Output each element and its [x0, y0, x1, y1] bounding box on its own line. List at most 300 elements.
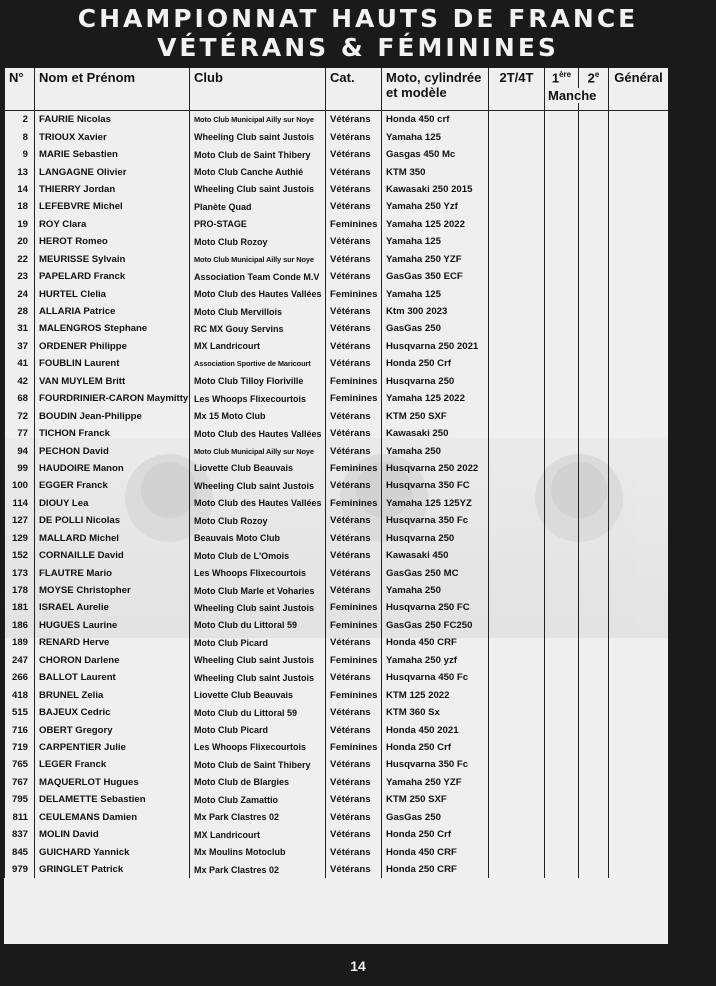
- cell-name: ROY Clara: [35, 216, 190, 233]
- results-sheet: [4, 68, 668, 944]
- cell-second-race: [579, 739, 609, 756]
- cell-name: CHORON Darlene: [35, 652, 190, 669]
- cell-stroke: [489, 582, 545, 599]
- cell-first-race: [545, 756, 579, 773]
- cell-num: 22: [5, 251, 35, 268]
- cell-first-race: [545, 495, 579, 512]
- table-row: [5, 774, 669, 791]
- cell-moto: Honda 250 Crf: [382, 355, 489, 372]
- cell-num: 127: [5, 512, 35, 529]
- cell-cat: Vétérans: [326, 407, 382, 424]
- cell-name: HEROT Romeo: [35, 233, 190, 250]
- manche-label: Manche: [548, 88, 597, 103]
- cell-moto: Honda 450 crf: [382, 111, 489, 129]
- cell-second-race: [579, 861, 609, 878]
- table-row: [5, 756, 669, 773]
- cell-general: [609, 425, 669, 442]
- cell-stroke: [489, 320, 545, 337]
- cell-stroke: [489, 251, 545, 268]
- cell-club: Moto Club Tilloy Floriville: [190, 373, 326, 390]
- cell-general: [609, 320, 669, 337]
- cell-num: 20: [5, 233, 35, 250]
- cell-num: 716: [5, 721, 35, 738]
- page-number: 14: [350, 958, 366, 974]
- cell-club: Planète Quad: [190, 198, 326, 215]
- cell-first-race: [545, 407, 579, 424]
- table-row: [5, 652, 669, 669]
- cell-moto: Kawasaki 250: [382, 425, 489, 442]
- cell-moto: Honda 450 CRF: [382, 843, 489, 860]
- cell-num: 42: [5, 373, 35, 390]
- cell-cat: Vétérans: [326, 512, 382, 529]
- table-row: [5, 547, 669, 564]
- cell-first-race: [545, 652, 579, 669]
- cell-num: 68: [5, 390, 35, 407]
- cell-second-race: [579, 285, 609, 302]
- cell-num: 23: [5, 268, 35, 285]
- cell-moto: Honda 250 Crf: [382, 739, 489, 756]
- cell-num: 795: [5, 791, 35, 808]
- cell-cat: Vétérans: [326, 809, 382, 826]
- cell-first-race: [545, 442, 579, 459]
- cell-moto: Kawasaki 450: [382, 547, 489, 564]
- cell-second-race: [579, 652, 609, 669]
- cell-first-race: [545, 460, 579, 477]
- cell-general: [609, 861, 669, 878]
- table-row: [5, 809, 669, 826]
- cell-stroke: [489, 181, 545, 198]
- cell-moto: Honda 250 Crf: [382, 826, 489, 843]
- cell-moto: Yamaha 125 2022: [382, 390, 489, 407]
- cell-second-race: [579, 704, 609, 721]
- cell-name: FOURDRINIER-CARON Maymitty: [35, 390, 190, 407]
- cell-moto: Yamaha 250 YZF: [382, 251, 489, 268]
- cell-cat: Vétérans: [326, 774, 382, 791]
- cell-club: Wheeling Club saint Justois: [190, 652, 326, 669]
- cell-general: [609, 809, 669, 826]
- table-row: [5, 669, 669, 686]
- cell-general: [609, 564, 669, 581]
- cell-cat: Vétérans: [326, 756, 382, 773]
- cell-moto: Yamaha 250 Yzf: [382, 198, 489, 215]
- title-line-2: VÉTÉRANS & FÉMININES: [157, 33, 559, 62]
- cell-stroke: [489, 442, 545, 459]
- cell-num: 186: [5, 617, 35, 634]
- cell-second-race: [579, 128, 609, 145]
- cell-general: [609, 163, 669, 180]
- cell-club: Beauvais Moto Club: [190, 530, 326, 547]
- cell-second-race: [579, 338, 609, 355]
- table-row: [5, 634, 669, 651]
- cell-first-race: [545, 251, 579, 268]
- cell-num: 41: [5, 355, 35, 372]
- cell-moto: Yamaha 125: [382, 128, 489, 145]
- cell-first-race: [545, 216, 579, 233]
- cell-second-race: [579, 826, 609, 843]
- cell-first-race: [545, 181, 579, 198]
- cell-num: 28: [5, 303, 35, 320]
- cell-club: Moto Club du Littoral 59: [190, 617, 326, 634]
- cell-general: [609, 407, 669, 424]
- cell-general: [609, 216, 669, 233]
- cell-cat: Vétérans: [326, 634, 382, 651]
- cell-moto: GasGas 250: [382, 809, 489, 826]
- cell-stroke: [489, 634, 545, 651]
- cell-num: 979: [5, 861, 35, 878]
- cell-name: GRINGLET Patrick: [35, 861, 190, 878]
- cell-name: MOYSE Christopher: [35, 582, 190, 599]
- cell-moto: GasGas 250 MC: [382, 564, 489, 581]
- cell-club: Moto Club Mervillois: [190, 303, 326, 320]
- cell-num: 152: [5, 547, 35, 564]
- cell-moto: KTM 350: [382, 163, 489, 180]
- table-row: [5, 233, 669, 250]
- cell-num: 99: [5, 460, 35, 477]
- cell-club: Moto Club Picard: [190, 634, 326, 651]
- cell-cat: Vétérans: [326, 861, 382, 878]
- cell-general: [609, 721, 669, 738]
- cell-moto: Husqvarna 350 Fc: [382, 756, 489, 773]
- cell-stroke: [489, 652, 545, 669]
- cell-stroke: [489, 774, 545, 791]
- cell-club: Mx Park Clastres 02: [190, 861, 326, 878]
- first-race-number: 1: [551, 70, 560, 86]
- cell-general: [609, 843, 669, 860]
- cell-second-race: [579, 355, 609, 372]
- table-row: [5, 512, 669, 529]
- cell-moto: Yamaha 125 2022: [382, 216, 489, 233]
- cell-moto: Yamaha 125: [382, 233, 489, 250]
- cell-general: [609, 774, 669, 791]
- cell-second-race: [579, 181, 609, 198]
- cell-moto: KTM 250 SXF: [382, 407, 489, 424]
- cell-stroke: [489, 425, 545, 442]
- cell-general: [609, 181, 669, 198]
- cell-cat: Feminines: [326, 617, 382, 634]
- cell-general: [609, 233, 669, 250]
- cell-num: 77: [5, 425, 35, 442]
- cell-club: Les Whoops Flixecourtois: [190, 564, 326, 581]
- cell-second-race: [579, 721, 609, 738]
- cell-club: Moto Club Picard: [190, 721, 326, 738]
- cell-club: Moto Club Zamattio: [190, 791, 326, 808]
- cell-num: 837: [5, 826, 35, 843]
- cell-moto: GasGas 250: [382, 320, 489, 337]
- cell-general: [609, 373, 669, 390]
- cell-num: 266: [5, 669, 35, 686]
- cell-general: [609, 111, 669, 129]
- cell-cat: Vétérans: [326, 146, 382, 163]
- cell-first-race: [545, 303, 579, 320]
- cell-club: Les Whoops Flixecourtois: [190, 390, 326, 407]
- cell-second-race: [579, 251, 609, 268]
- cell-name: MALENGROS Stephane: [35, 320, 190, 337]
- cell-stroke: [489, 390, 545, 407]
- second-race-sup: e: [594, 70, 600, 79]
- cell-first-race: [545, 425, 579, 442]
- cell-club: Association Sportive de Maricourt: [190, 355, 326, 372]
- cell-num: 31: [5, 320, 35, 337]
- cell-moto: Honda 450 CRF: [382, 634, 489, 651]
- cell-stroke: [489, 791, 545, 808]
- cell-club: Moto Club de Saint Thibery: [190, 756, 326, 773]
- cell-name: ISRAEL Aurelie: [35, 599, 190, 616]
- cell-second-race: [579, 564, 609, 581]
- cell-general: [609, 634, 669, 651]
- cell-moto: Gasgas 450 Mc: [382, 146, 489, 163]
- cell-stroke: [489, 303, 545, 320]
- cell-second-race: [579, 163, 609, 180]
- cell-stroke: [489, 861, 545, 878]
- cell-cat: Vétérans: [326, 669, 382, 686]
- cell-club: Moto Club Rozoy: [190, 233, 326, 250]
- cell-cat: Feminines: [326, 460, 382, 477]
- cell-second-race: [579, 495, 609, 512]
- cell-moto: Ktm 300 2023: [382, 303, 489, 320]
- cell-num: 845: [5, 843, 35, 860]
- cell-general: [609, 495, 669, 512]
- cell-moto: KTM 125 2022: [382, 686, 489, 703]
- cell-num: 418: [5, 686, 35, 703]
- cell-name: DE POLLI Nicolas: [35, 512, 190, 529]
- cell-second-race: [579, 809, 609, 826]
- cell-moto: GasGas 250 FC250: [382, 617, 489, 634]
- cell-moto: KTM 360 Sx: [382, 704, 489, 721]
- cell-cat: Feminines: [326, 495, 382, 512]
- cell-club: Wheeling Club saint Justois: [190, 128, 326, 145]
- cell-general: [609, 599, 669, 616]
- cell-second-race: [579, 477, 609, 494]
- cell-cat: Vétérans: [326, 442, 382, 459]
- cell-general: [609, 617, 669, 634]
- table-row: [5, 826, 669, 843]
- cell-name: BRUNEL Zelia: [35, 686, 190, 703]
- cell-second-race: [579, 774, 609, 791]
- col-header-cat: Cat.: [326, 68, 382, 111]
- cell-num: 719: [5, 739, 35, 756]
- cell-first-race: [545, 739, 579, 756]
- cell-second-race: [579, 407, 609, 424]
- cell-stroke: [489, 564, 545, 581]
- cell-second-race: [579, 843, 609, 860]
- cell-stroke: [489, 216, 545, 233]
- cell-num: 767: [5, 774, 35, 791]
- cell-moto: Yamaha 250 yzf: [382, 652, 489, 669]
- cell-moto: Husqvarna 350 Fc: [382, 512, 489, 529]
- cell-club: Mx Moulins Motoclub: [190, 843, 326, 860]
- cell-name: HURTEL Clelia: [35, 285, 190, 302]
- cell-moto: Husqvarna 250: [382, 373, 489, 390]
- cell-club: Moto Club de Saint Thibery: [190, 146, 326, 163]
- cell-first-race: [545, 704, 579, 721]
- cell-stroke: [489, 704, 545, 721]
- cell-first-race: [545, 373, 579, 390]
- cell-stroke: [489, 285, 545, 302]
- table-row: [5, 564, 669, 581]
- table-row: [5, 704, 669, 721]
- table-row: [5, 582, 669, 599]
- cell-general: [609, 355, 669, 372]
- cell-second-race: [579, 198, 609, 215]
- cell-num: 114: [5, 495, 35, 512]
- table-row: [5, 320, 669, 337]
- cell-name: FLAUTRE Mario: [35, 564, 190, 581]
- cell-general: [609, 652, 669, 669]
- cell-cat: Feminines: [326, 285, 382, 302]
- cell-name: RENARD Herve: [35, 634, 190, 651]
- cell-first-race: [545, 390, 579, 407]
- cell-first-race: [545, 809, 579, 826]
- cell-cat: Vétérans: [326, 251, 382, 268]
- cell-cat: Vétérans: [326, 843, 382, 860]
- cell-cat: Vétérans: [326, 355, 382, 372]
- cell-num: 94: [5, 442, 35, 459]
- cell-name: DELAMETTE Sebastien: [35, 791, 190, 808]
- table-row: [5, 739, 669, 756]
- cell-club: Moto Club du Littoral 59: [190, 704, 326, 721]
- cell-name: CARPENTIER Julie: [35, 739, 190, 756]
- cell-club: Mx 15 Moto Club: [190, 407, 326, 424]
- cell-cat: Vétérans: [326, 338, 382, 355]
- cell-cat: Vétérans: [326, 268, 382, 285]
- cell-general: [609, 128, 669, 145]
- cell-name: PAPELARD Franck: [35, 268, 190, 285]
- cell-moto: Yamaha 125 125YZ: [382, 495, 489, 512]
- cell-moto: Honda 450 2021: [382, 721, 489, 738]
- cell-name: TICHON Franck: [35, 425, 190, 442]
- table-row: [5, 721, 669, 738]
- cell-first-race: [545, 634, 579, 651]
- cell-stroke: [489, 547, 545, 564]
- cell-second-race: [579, 582, 609, 599]
- cell-first-race: [545, 547, 579, 564]
- table-row: [5, 407, 669, 424]
- cell-stroke: [489, 599, 545, 616]
- cell-cat: Vétérans: [326, 547, 382, 564]
- table-row: [5, 460, 669, 477]
- cell-club: MX Landricourt: [190, 826, 326, 843]
- cell-moto: Yamaha 125: [382, 285, 489, 302]
- cell-stroke: [489, 843, 545, 860]
- cell-general: [609, 303, 669, 320]
- cell-name: PECHON David: [35, 442, 190, 459]
- cell-first-race: [545, 320, 579, 337]
- cell-stroke: [489, 721, 545, 738]
- cell-club: Wheeling Club saint Justois: [190, 669, 326, 686]
- cell-moto: KTM 250 SXF: [382, 791, 489, 808]
- cell-cat: Vétérans: [326, 704, 382, 721]
- cell-stroke: [489, 111, 545, 129]
- cell-cat: Feminines: [326, 390, 382, 407]
- cell-name: GUICHARD Yannick: [35, 843, 190, 860]
- table-row: [5, 338, 669, 355]
- cell-name: MEURISSE Sylvain: [35, 251, 190, 268]
- cell-cat: Vétérans: [326, 111, 382, 129]
- cell-name: BOUDIN Jean-Philippe: [35, 407, 190, 424]
- cell-name: CEULEMANS Damien: [35, 809, 190, 826]
- cell-second-race: [579, 390, 609, 407]
- cell-name: HUGUES Laurine: [35, 617, 190, 634]
- cell-num: 24: [5, 285, 35, 302]
- cell-club: PRO-STAGE: [190, 216, 326, 233]
- cell-first-race: [545, 791, 579, 808]
- cell-num: 189: [5, 634, 35, 651]
- cell-stroke: [489, 146, 545, 163]
- title-line-1: CHAMPIONNAT HAUTS DE FRANCE: [77, 4, 639, 33]
- cell-club: Moto Club de L'Omois: [190, 547, 326, 564]
- cell-first-race: [545, 128, 579, 145]
- table-row: [5, 530, 669, 547]
- cell-first-race: [545, 111, 579, 129]
- cell-num: 178: [5, 582, 35, 599]
- cell-num: 181: [5, 599, 35, 616]
- table-row: [5, 268, 669, 285]
- col-header-moto-line2: et modèle: [386, 85, 447, 100]
- table-row: [5, 146, 669, 163]
- table-row: [5, 285, 669, 302]
- cell-first-race: [545, 512, 579, 529]
- cell-moto: Yamaha 250: [382, 582, 489, 599]
- cell-club: Mx Park Clastres 02: [190, 809, 326, 826]
- cell-club: Wheeling Club saint Justois: [190, 181, 326, 198]
- cell-second-race: [579, 303, 609, 320]
- cell-num: 173: [5, 564, 35, 581]
- cell-club: Liovette Club Beauvais: [190, 460, 326, 477]
- first-race-sup: ère: [559, 70, 572, 79]
- cell-moto: GasGas 350 ECF: [382, 268, 489, 285]
- results-table: [4, 68, 668, 878]
- cell-stroke: [489, 373, 545, 390]
- cell-stroke: [489, 268, 545, 285]
- cell-name: VAN MUYLEM Britt: [35, 373, 190, 390]
- cell-club: Moto Club des Hautes Vallées: [190, 285, 326, 302]
- cell-name: BALLOT Laurent: [35, 669, 190, 686]
- cell-cat: Feminines: [326, 373, 382, 390]
- cell-stroke: [489, 477, 545, 494]
- col-header-general: Général: [609, 68, 669, 111]
- cell-num: 72: [5, 407, 35, 424]
- cell-first-race: [545, 826, 579, 843]
- cell-stroke: [489, 686, 545, 703]
- cell-first-race: [545, 338, 579, 355]
- cell-first-race: [545, 355, 579, 372]
- cell-club: Moto Club de Blargies: [190, 774, 326, 791]
- cell-second-race: [579, 512, 609, 529]
- cell-first-race: [545, 233, 579, 250]
- cell-name: OBERT Gregory: [35, 721, 190, 738]
- table-row: [5, 111, 669, 129]
- cell-cat: Feminines: [326, 599, 382, 616]
- cell-club: Association Team Conde M.V: [190, 268, 326, 285]
- cell-general: [609, 826, 669, 843]
- cell-cat: Feminines: [326, 652, 382, 669]
- cell-first-race: [545, 861, 579, 878]
- cell-second-race: [579, 442, 609, 459]
- cell-num: 19: [5, 216, 35, 233]
- col-header-moto: [382, 68, 489, 111]
- cell-num: 8: [5, 128, 35, 145]
- cell-name: LEFEBVRE Michel: [35, 198, 190, 215]
- table-row: [5, 617, 669, 634]
- cell-second-race: [579, 320, 609, 337]
- cell-name: EGGER Franck: [35, 477, 190, 494]
- cell-cat: Vétérans: [326, 181, 382, 198]
- table-row: [5, 599, 669, 616]
- cell-stroke: [489, 826, 545, 843]
- table-row: [5, 442, 669, 459]
- table-row: [5, 477, 669, 494]
- cell-general: [609, 791, 669, 808]
